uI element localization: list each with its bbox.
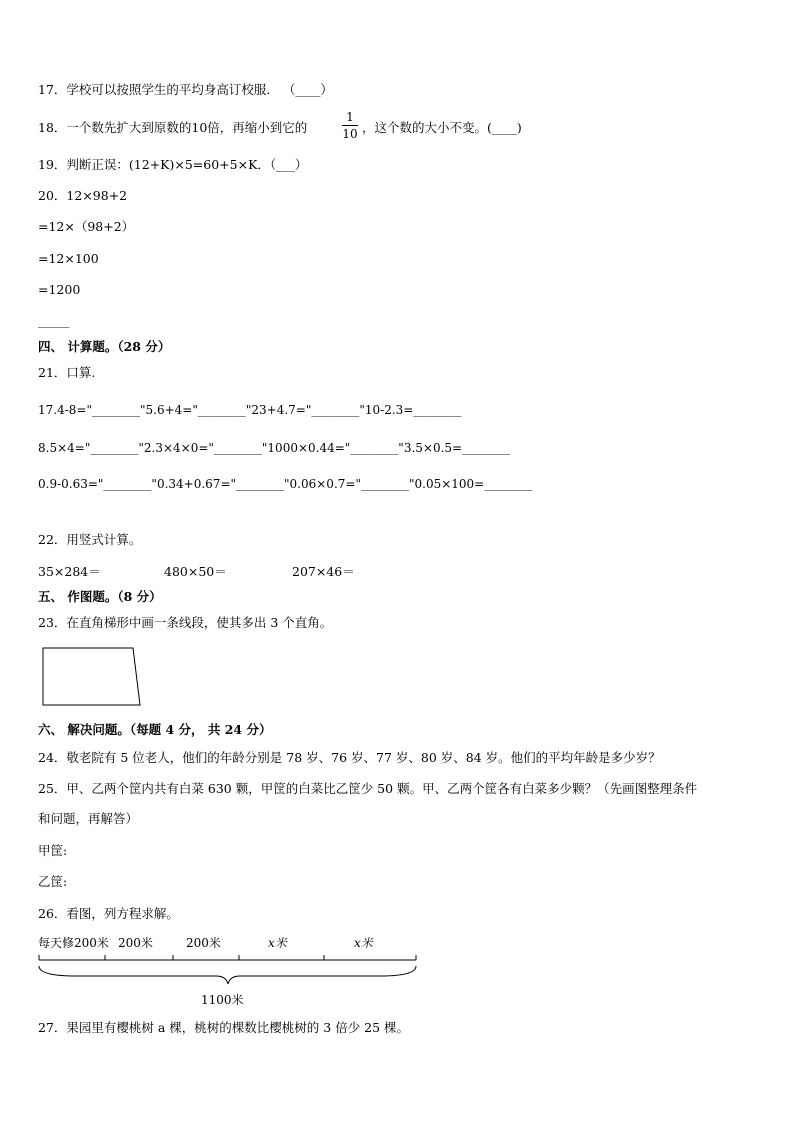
question-20-line3: =12×100 — [38, 251, 99, 266]
question-22-title: 22．用竖式计算。 — [38, 532, 142, 547]
segment-label-3: 200米 — [186, 936, 221, 950]
segment-label-1: 每天修200米 — [38, 936, 109, 950]
question-25-line1: 25．甲、乙两个筐内共有白菜 630 颗，甲筐的白菜比乙筐少 50 颗。甲、乙两个筐各有白菜多少颗？（先画图整理条件 — [38, 781, 698, 796]
question-26-title: 26．看图，列方程求解。 — [38, 906, 179, 921]
question-22-problem-2: 480×50＝ — [164, 564, 227, 579]
segment-label-2: 200米 — [118, 936, 153, 950]
question-27: 27．果园里有樱桃树 a 棵，桃树的棵数比樱桃树的 3 倍少 25 棵。 — [38, 1020, 410, 1035]
question-24: 24．敬老院有 5 位老人，他们的年龄分别是 78 岁、76 岁、77 岁、80 岁、84 岁。他们的平均年龄是多少岁？ — [38, 750, 661, 765]
question-18-text-pre: 18．一个数先扩大到原数的10倍，再缩小到它的 — [38, 120, 308, 135]
total-length-label: 1100米 — [201, 993, 244, 1007]
segment-label-5: x米 — [354, 936, 373, 950]
question-20-line4: =1200 — [38, 282, 81, 297]
question-18-text-post: ，这个数的大小不变。(____) — [362, 120, 522, 135]
question-17: 17．学校可以按照学生的平均身高订校服． （____） — [38, 82, 333, 97]
section-5-heading: 五、 作图题。（8 分） — [38, 589, 162, 604]
section-4-heading: 四、 计算题。（28 分） — [38, 339, 171, 354]
section-6-heading: 六、 解决问题。（每题 4 分， 共 24 分） — [38, 722, 272, 737]
fraction-numerator: 1 — [346, 110, 354, 124]
basket-jia-label: 甲筐: — [38, 843, 68, 858]
basket-yi-label: 乙筐: — [38, 874, 68, 889]
question-22-problem-3: 207×46＝ — [292, 564, 355, 579]
question-20-answer-blank: _____ — [38, 313, 70, 328]
question-25-line2: 和问题，再解答） — [38, 811, 139, 826]
question-21-row2: 8.5×4="________"2.3×4×0="________"1000×0.44="________"3.5×0.5=________ — [38, 441, 511, 455]
question-21-row1: 17.4-8="________"5.6+4="________"23+4.7="________"10-2.3=________ — [38, 403, 462, 417]
question-23: 23．在直角梯形中画一条线段，使其多出 3 个直角。 — [38, 615, 333, 630]
fraction-denominator: 10 — [342, 127, 358, 141]
segment-diagram — [36, 930, 426, 1010]
question-20-line1: 20．12×98+2 — [38, 188, 128, 203]
question-21-row3: 0.9-0.63="________"0.34+0.67="________"0.06×0.7="________"0.05×100=________ — [38, 477, 533, 491]
question-18 — [38, 120, 307, 136]
fraction-one-tenth — [342, 110, 358, 141]
question-21-title: 21．口算. — [38, 365, 96, 380]
question-19: 19．判断正误：(12+K)×5=60+5×K．（___） — [38, 157, 308, 172]
segment-label-4: x米 — [268, 936, 287, 950]
question-20-line2: =12×（98+2） — [38, 219, 135, 234]
right-trapezoid-figure — [38, 645, 148, 710]
question-22-problem-1: 35×284＝ — [38, 564, 101, 579]
